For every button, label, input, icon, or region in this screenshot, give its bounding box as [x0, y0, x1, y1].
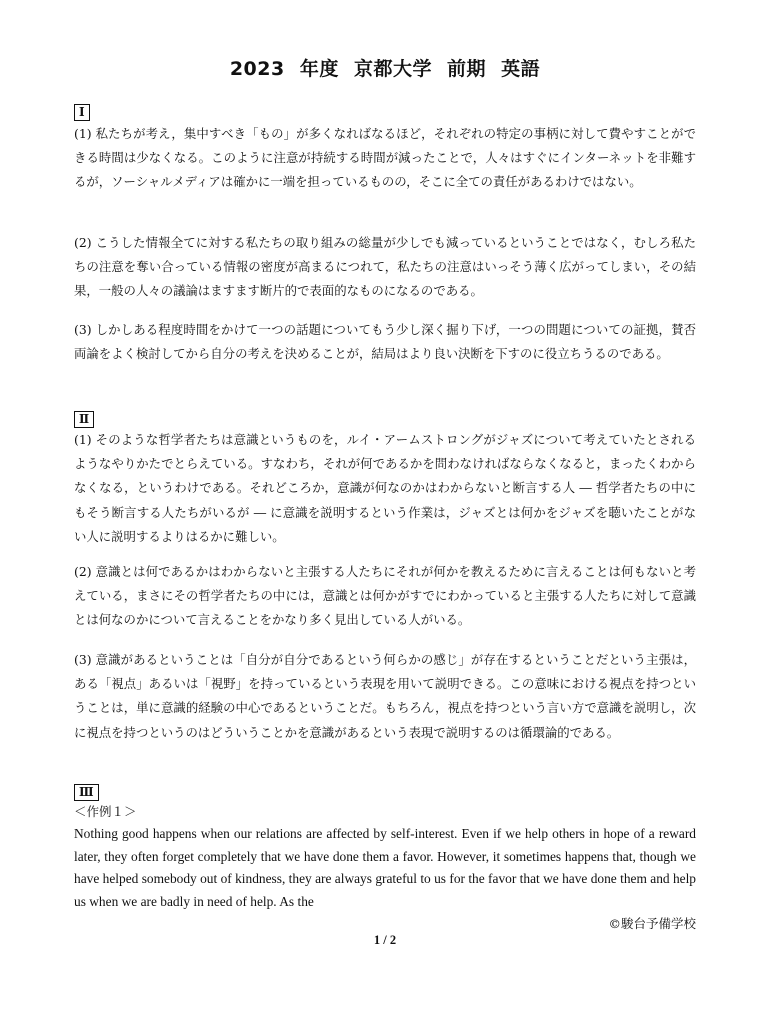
section-1-paragraph-3: (3) しかしある程度時間をかけて一つの話題についてもう少し深く掘り下げ，一つの問題についての証拠，賛否両論をよく検討してから自分の考えを決めることが，結局はより良い決断を下すのに役立ちうるのである。	[74, 322, 696, 362]
section-2-label: Ⅱ	[74, 411, 94, 428]
section-2-paragraph-1: (1) そのような哲学者たちは意識というものを，ルイ・アームストロングがジャズについて考えていたとされるようなやりかたでとらえている。すなわち，それが何であるかを問わなければならなくなると，まったくわからなくなる，というわけである。それどころか，意識が何なのかはわからないと断言する人 ― 哲学者たちの中にもそう断言する人たちがいるが ― に意識を説明するという作業は，ジャズとは何かをジャズを聴いたことがない人に説明するよりはるかに難しい。	[74, 432, 696, 544]
section-1-paragraph-1: (1) 私たちが考え，集中すべき「もの」が多くなればなるほど，それぞれの特定の事柄に対して費やすことができる時間は少なくなる。このように注意が持続する時間が減ったことで，人々はすぐにインターネットを非難するが，ソーシャルメディアは確かに一端を担っているものの，そこに全ての責任があるわけではない。	[74, 126, 696, 190]
page-title: 2023 年度 京都大学 前期 英語	[229, 58, 541, 80]
section-2-paragraph-3: (3) 意識があるということは「自分が自分であるという何らかの感じ」が存在するということだという主張は，ある「視点」あるいは「視野」を持っているという表現を用いて説明できる。この意味における視点を持つということは，単に意識的経験の中心であるということだ。もちろん，視点を持つという言い方で意識を説明し，次に視点を持つというのはどういうことかを意識があるという表現で説明するのは循環論的である。	[74, 652, 696, 740]
section-1-paragraph-2: (2) こうした情報全てに対する私たちの取り組みの総量が少しでも減っているということではなく，むしろ私たちの注意を奪い合っている情報の密度が高まるにつれて，私たちの注意はいっそう薄く広がってしまい，その結果，一般の人々の議論はますます断片的で表面的なものになるのである。	[74, 235, 696, 299]
section-1-label: Ⅰ	[74, 104, 90, 121]
document-page	[74, 0, 696, 1024]
sample-answer-label: ＜作例１＞	[74, 804, 137, 819]
page-number: 1 / 2	[373, 933, 397, 947]
copyright-notice: ©駿台予備学校	[608, 916, 696, 931]
section-3-english-text: Nothing good happens when our relations are affected by self-interest. Even if we help others in hope of a reward later, they often forget completely that we have done them a favor. However, it sometimes happens that, though we have helped somebody out of kindness, they are always grateful to us for the favor that we have done them and help us when we are badly in need of help. As the	[74, 826, 696, 909]
section-2-paragraph-2: (2) 意識とは何であるかはわからないと主張する人たちにそれが何かを教えるために言えることは何もないと考えている，まさにその哲学者たちの中には，意識とは何かがすでにわかっていると主張する人たちに対して意識とは何なのかについて言えることをかなり多く見出している人がいる。	[74, 564, 696, 628]
section-3-label: Ⅲ	[74, 784, 99, 801]
